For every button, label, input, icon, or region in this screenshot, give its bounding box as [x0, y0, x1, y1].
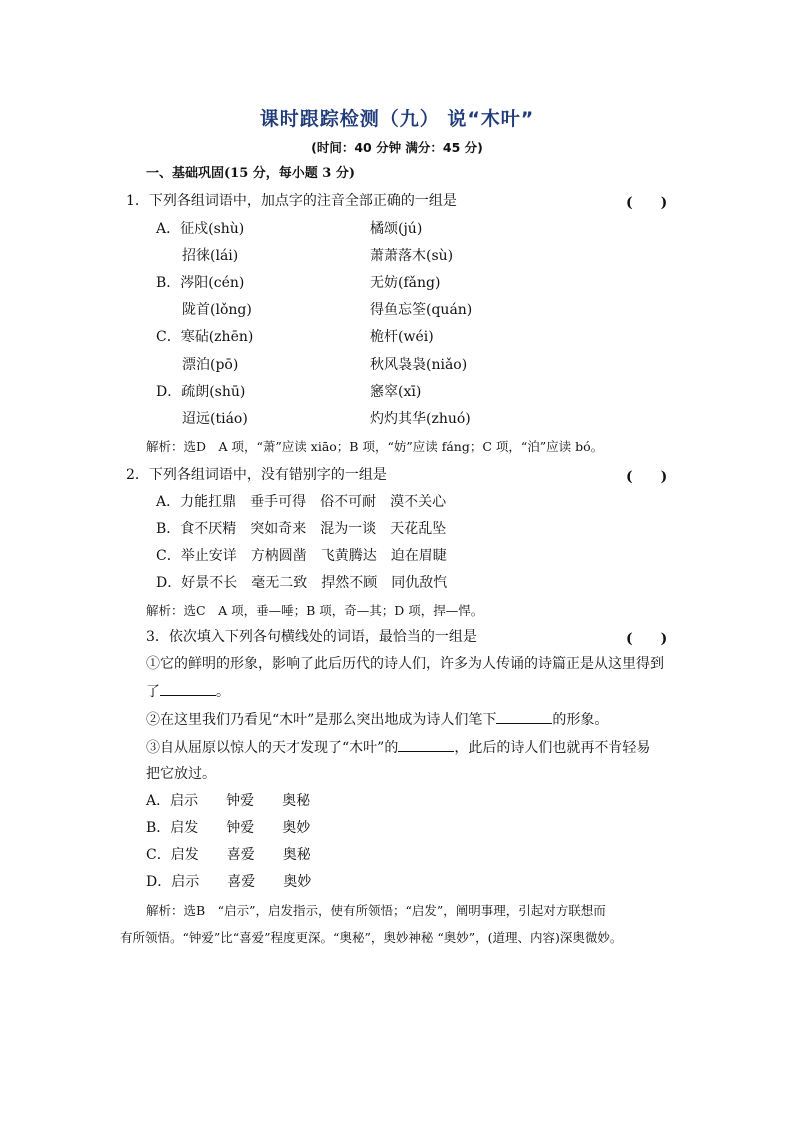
q1-analysis: 解析：选D A 项，“萧”应读 xiāo；B 项，“妨”应读 fáng；C 项，“泊”应读 bó。: [146, 439, 604, 454]
q1-stem: 1．下列各组词语中，加点字的注音全部正确的一组是: [126, 193, 457, 209]
q1-option-b-left2: 陇首(lǒng): [182, 302, 252, 318]
q3-stem: 3．依次填入下列各句横线处的词语，最恰当的一组是: [146, 629, 477, 645]
section-heading: 一、基础巩固(15 分，每小题 3 分): [146, 166, 356, 181]
q3-option-d: D．启示 喜爱 奥妙: [146, 874, 312, 890]
q1-answer-paren: ( ): [626, 195, 668, 211]
q3-sentence2-text: ②在这里我们乃看见“木叶”是那么突出地成为诗人们笔下: [146, 712, 497, 728]
page-subtitle: (时间：40 分钟 满分：45 分): [311, 140, 483, 155]
q1-option-a-right1: 橘颂(jú): [370, 221, 423, 237]
q3-blank-2: [496, 709, 552, 724]
q3-sentence3-a: [146, 737, 650, 758]
q1-option-a-left2: 招徕(lái): [182, 248, 239, 264]
q3-blank-3: [398, 737, 454, 752]
q1-option-d-right2: 灼灼其华(zhuó): [370, 411, 471, 427]
q1-option-c-right2: 秋风袅袅(niǎo): [370, 357, 468, 373]
q1-option-a-left1: A．征戍(shù): [156, 221, 245, 237]
q1-option-b-left1: B．涔阳(cén): [156, 275, 245, 291]
q1-option-a-right2: 萧萧落木(sù): [370, 248, 454, 264]
q3-option-c: C．启发 喜爱 奥秘: [146, 847, 311, 863]
q1-option-b-right1: 无妨(fǎng): [370, 275, 441, 291]
q1-option-b-right2: 得鱼忘筌(quán): [370, 302, 473, 318]
q2-option-c: C．举止安详 方枘圆凿 飞黄腾达 迫在眉睫: [156, 548, 447, 564]
q2-option-d: D．好景不长 毫无二致 捍然不顾 同仇敌忾: [156, 575, 448, 591]
q3-sentence3-mid: ，此后的诗人们也就再不肯轻易: [454, 740, 651, 756]
q2-analysis: 解析：选C A 项，垂—唾；B 项，奇—其；D 项，捍—悍。: [146, 603, 484, 618]
q1-option-c-right1: 桅杆(wéi): [370, 329, 434, 345]
q1-option-c-left1: C．寒砧(zhēn): [156, 329, 254, 345]
q3-sentence1-a: ①它的鲜明的形象，影响了此后历代的诗人们，许多为人传诵的诗篇正是从这里得到: [146, 656, 664, 672]
q3-sentence3-text: ③自从屈原以惊人的天才发现了“木叶”的: [146, 740, 399, 756]
q3-sentence3-b: 把它放过。: [146, 766, 216, 782]
q3-analysis-line1: 解析：选B “启示”，启发指示，使有所领悟；“启发”，阐明事理，引起对方联想而: [146, 903, 606, 918]
q2-answer-paren: ( ): [626, 469, 668, 485]
q3-blank-1: [160, 681, 216, 696]
q3-sentence2: [146, 709, 608, 730]
q1-option-d-left1: D．疏朗(shū): [156, 384, 246, 400]
q3-sentence1-end: 。: [216, 684, 230, 700]
page-title: 课时跟踪检测（九） 说“木叶”: [259, 108, 535, 130]
q3-analysis-line2: 有所领悟。“钟爱”比“喜爱”程度更深。“奥秘”，奥妙神秘 “奥妙”，(道理、内容)深奥微妙。: [120, 930, 623, 945]
q2-option-a: A．力能扛鼎 垂手可得 俗不可耐 漠不关心: [156, 494, 447, 510]
q1-option-d-left2: 迢远(tiáo): [182, 411, 248, 427]
q1-option-c-left2: 漂泊(pō): [182, 357, 239, 373]
q2-option-b: B．食不厌精 突如奇来 混为一谈 天花乱坠: [156, 521, 447, 537]
q3-option-a: A．启示 钟爱 奥秘: [146, 793, 311, 809]
q3-sentence1-prefix: 了: [146, 684, 160, 700]
q3-answer-paren: ( ): [626, 631, 668, 647]
q3-option-b: B．启发 钟爱 奥妙: [146, 820, 311, 836]
q2-stem: 2．下列各组词语中，没有错别字的一组是: [126, 467, 387, 483]
q3-sentence2-end: 的形象。: [552, 712, 609, 728]
q1-option-d-right1: 窸窣(xī): [370, 384, 422, 400]
q3-sentence1-b: [146, 681, 230, 702]
